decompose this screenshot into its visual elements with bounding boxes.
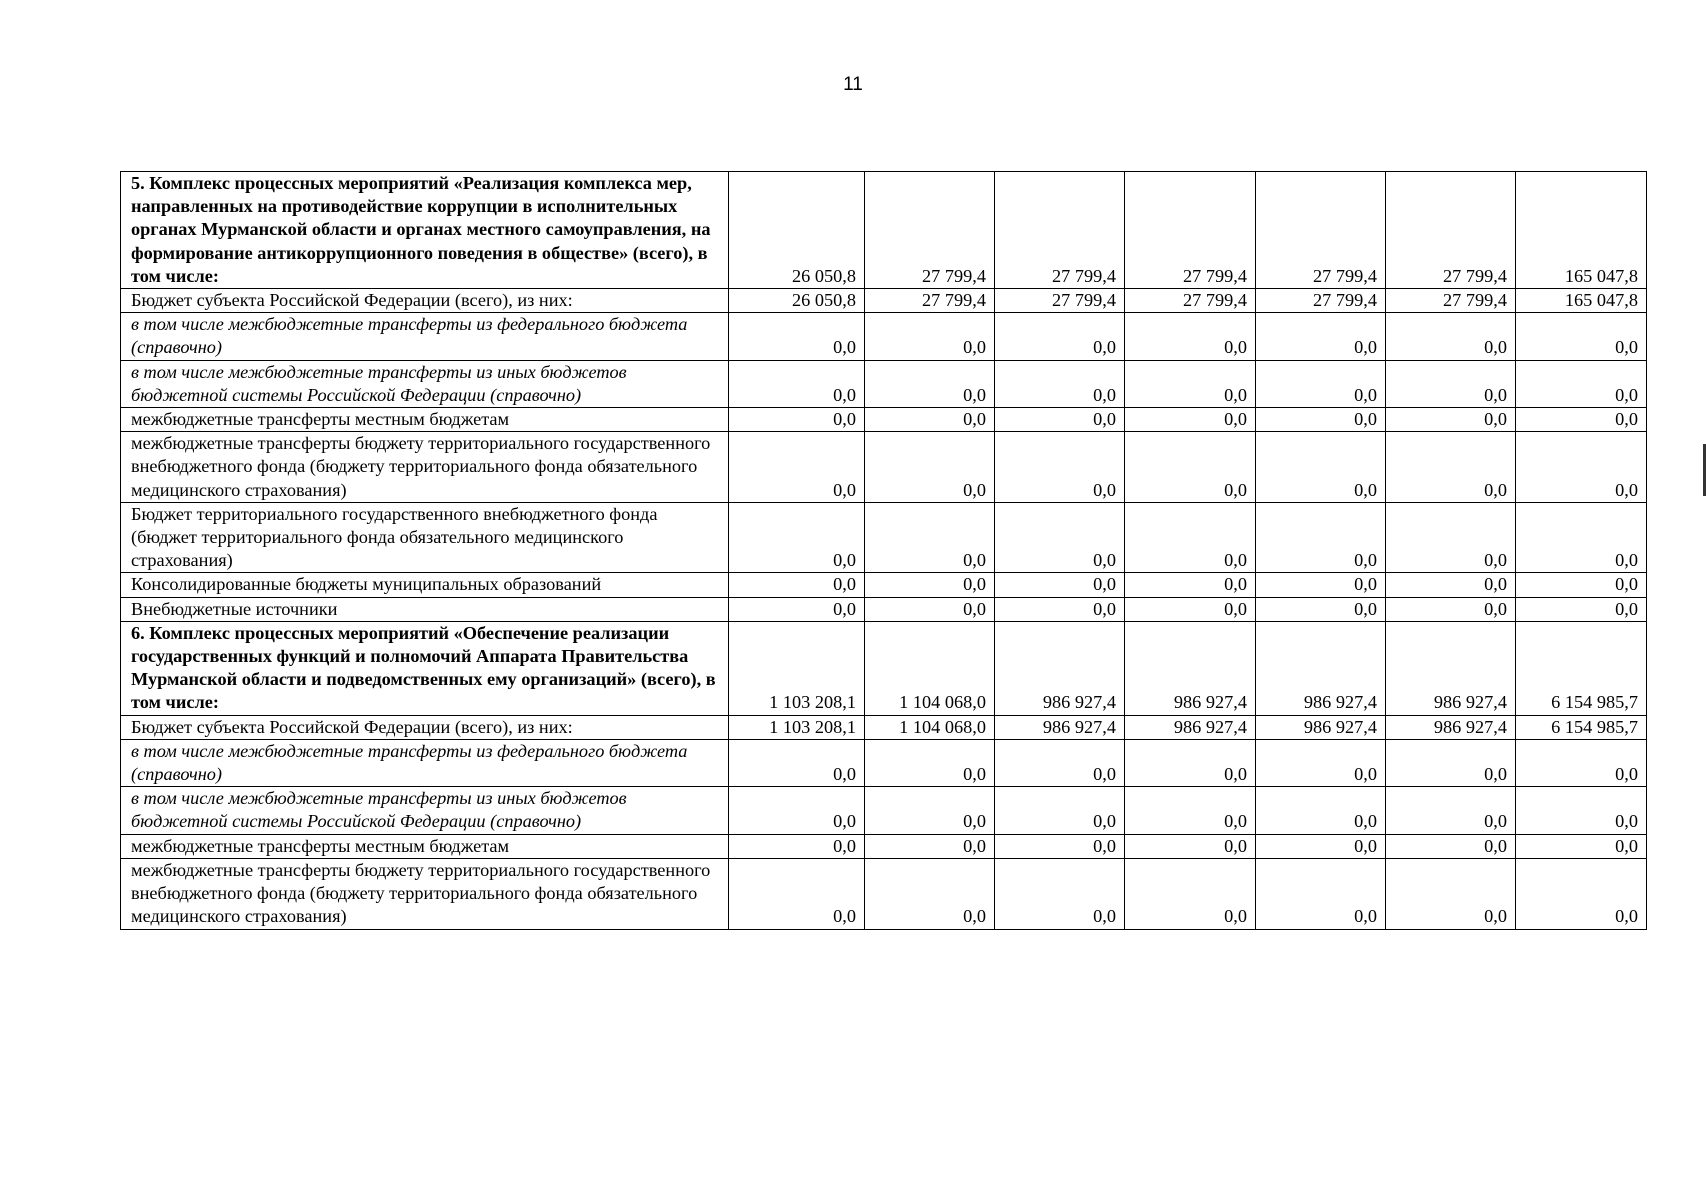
value-cell: 0,0 xyxy=(1125,787,1256,834)
value-cell: 0,0 xyxy=(729,360,865,407)
table-row xyxy=(121,360,1647,407)
value-cell: 27 799,4 xyxy=(865,289,995,313)
value-cell: 0,0 xyxy=(1256,432,1386,503)
value-cell: 0,0 xyxy=(1386,858,1516,929)
value-cell: 0,0 xyxy=(1125,858,1256,929)
value-cell: 0,0 xyxy=(995,573,1125,597)
value-cell: 0,0 xyxy=(865,739,995,786)
value-cell: 0,0 xyxy=(995,408,1125,432)
value-cell: 0,0 xyxy=(995,502,1125,573)
table-row xyxy=(121,432,1647,503)
value-cell: 986 927,4 xyxy=(995,621,1125,715)
table-row xyxy=(121,573,1647,597)
value-cell: 986 927,4 xyxy=(1125,621,1256,715)
value-cell: 0,0 xyxy=(1256,573,1386,597)
value-cell: 986 927,4 xyxy=(1386,715,1516,739)
value-cell: 0,0 xyxy=(865,858,995,929)
value-cell: 0,0 xyxy=(865,432,995,503)
value-cell: 0,0 xyxy=(995,360,1125,407)
value-cell: 0,0 xyxy=(1386,502,1516,573)
value-cell: 0,0 xyxy=(1125,408,1256,432)
value-cell: 1 103 208,1 xyxy=(729,715,865,739)
value-cell: 0,0 xyxy=(995,739,1125,786)
row-label: в том числе межбюджетные трансферты из иных бюджетов бюджетной системы Российской Федерации (справочно) xyxy=(121,360,729,407)
value-cell: 0,0 xyxy=(1256,408,1386,432)
table-row xyxy=(121,621,1647,715)
value-cell: 1 104 068,0 xyxy=(865,621,995,715)
budget-table xyxy=(120,171,1647,930)
value-cell: 0,0 xyxy=(865,360,995,407)
value-cell: 0,0 xyxy=(1516,787,1647,834)
table-row xyxy=(121,715,1647,739)
value-cell: 0,0 xyxy=(865,573,995,597)
value-cell: 0,0 xyxy=(1516,834,1647,858)
row-label: 6. Комплекс процессных мероприятий «Обеспечение реализации государственных функций и полномочий Аппарата Правительства Мурманской области и подведомственных ему организаций» (всего), в том числе: xyxy=(121,621,729,715)
value-cell: 986 927,4 xyxy=(995,715,1125,739)
value-cell: 0,0 xyxy=(1256,360,1386,407)
table-row xyxy=(121,858,1647,929)
value-cell: 0,0 xyxy=(1386,432,1516,503)
value-cell: 0,0 xyxy=(995,834,1125,858)
value-cell: 0,0 xyxy=(1256,313,1386,360)
row-label: Бюджет территориального государственного внебюджетного фонда (бюджет территориального фонда обязательного медицинского страхования) xyxy=(121,502,729,573)
value-cell: 165 047,8 xyxy=(1516,289,1647,313)
table-row xyxy=(121,739,1647,786)
value-cell: 27 799,4 xyxy=(865,172,995,289)
value-cell: 0,0 xyxy=(1125,313,1256,360)
value-cell: 0,0 xyxy=(1125,739,1256,786)
value-cell: 986 927,4 xyxy=(1386,621,1516,715)
value-cell: 0,0 xyxy=(1516,313,1647,360)
value-cell: 0,0 xyxy=(1386,739,1516,786)
value-cell: 0,0 xyxy=(729,408,865,432)
value-cell: 986 927,4 xyxy=(1256,715,1386,739)
value-cell: 0,0 xyxy=(729,858,865,929)
value-cell: 0,0 xyxy=(1516,432,1647,503)
table-row xyxy=(121,289,1647,313)
value-cell: 0,0 xyxy=(1125,502,1256,573)
value-cell: 0,0 xyxy=(1256,858,1386,929)
value-cell: 0,0 xyxy=(1386,313,1516,360)
row-label: межбюджетные трансферты бюджету территориального государственного внебюджетного фонда (бюджету территориального фонда обязательного медицинского страхования) xyxy=(121,432,729,503)
row-label: 5. Комплекс процессных мероприятий «Реализация комплекса мер, направленных на противодействие коррупции в исполнительных органах Мурманской области и органах местного самоуправления, на формирование антикоррупционного поведения в обществе» (всего), в том числе: xyxy=(121,172,729,289)
value-cell: 0,0 xyxy=(995,432,1125,503)
row-label: в том числе межбюджетные трансферты из федерального бюджета (справочно) xyxy=(121,739,729,786)
value-cell: 0,0 xyxy=(865,597,995,621)
value-cell: 0,0 xyxy=(1256,787,1386,834)
value-cell: 0,0 xyxy=(729,597,865,621)
value-cell: 0,0 xyxy=(729,573,865,597)
value-cell: 0,0 xyxy=(1516,408,1647,432)
value-cell: 1 103 208,1 xyxy=(729,621,865,715)
table-row xyxy=(121,172,1647,289)
row-label: Внебюджетные источники xyxy=(121,597,729,621)
table-row xyxy=(121,597,1647,621)
value-cell: 986 927,4 xyxy=(1256,621,1386,715)
value-cell: 0,0 xyxy=(729,313,865,360)
value-cell: 0,0 xyxy=(729,739,865,786)
value-cell: 0,0 xyxy=(865,787,995,834)
value-cell: 27 799,4 xyxy=(995,289,1125,313)
value-cell: 27 799,4 xyxy=(995,172,1125,289)
value-cell: 0,0 xyxy=(1256,597,1386,621)
row-label: Бюджет субъекта Российской Федерации (всего), из них: xyxy=(121,715,729,739)
row-label: в том числе межбюджетные трансферты из федерального бюджета (справочно) xyxy=(121,313,729,360)
value-cell: 0,0 xyxy=(865,834,995,858)
value-cell: 0,0 xyxy=(1516,597,1647,621)
value-cell: 0,0 xyxy=(1386,787,1516,834)
value-cell: 27 799,4 xyxy=(1386,289,1516,313)
row-label: Бюджет субъекта Российской Федерации (всего), из них: xyxy=(121,289,729,313)
value-cell: 0,0 xyxy=(1386,573,1516,597)
row-label: межбюджетные трансферты местным бюджетам xyxy=(121,408,729,432)
value-cell: 0,0 xyxy=(1516,360,1647,407)
table-row xyxy=(121,502,1647,573)
value-cell: 0,0 xyxy=(1516,573,1647,597)
value-cell: 0,0 xyxy=(729,432,865,503)
value-cell: 27 799,4 xyxy=(1256,172,1386,289)
value-cell: 0,0 xyxy=(865,502,995,573)
table-row xyxy=(121,834,1647,858)
table-row xyxy=(121,408,1647,432)
table-row xyxy=(121,313,1647,360)
value-cell: 0,0 xyxy=(995,597,1125,621)
value-cell: 0,0 xyxy=(995,787,1125,834)
value-cell: 6 154 985,7 xyxy=(1516,621,1647,715)
value-cell: 0,0 xyxy=(865,408,995,432)
value-cell: 0,0 xyxy=(729,834,865,858)
value-cell: 0,0 xyxy=(865,313,995,360)
value-cell: 0,0 xyxy=(1516,739,1647,786)
value-cell: 0,0 xyxy=(1386,597,1516,621)
value-cell: 0,0 xyxy=(1256,739,1386,786)
row-label: в том числе межбюджетные трансферты из иных бюджетов бюджетной системы Российской Федерации (справочно) xyxy=(121,787,729,834)
value-cell: 0,0 xyxy=(729,502,865,573)
value-cell: 0,0 xyxy=(1516,502,1647,573)
value-cell: 26 050,8 xyxy=(729,289,865,313)
table-row xyxy=(121,787,1647,834)
page-number: 11 xyxy=(843,74,863,95)
value-cell: 0,0 xyxy=(1125,573,1256,597)
table-body xyxy=(121,172,1647,930)
value-cell: 26 050,8 xyxy=(729,172,865,289)
value-cell: 27 799,4 xyxy=(1125,172,1256,289)
value-cell: 0,0 xyxy=(1516,858,1647,929)
value-cell: 0,0 xyxy=(1125,360,1256,407)
value-cell: 0,0 xyxy=(1125,834,1256,858)
value-cell: 0,0 xyxy=(1256,502,1386,573)
value-cell: 0,0 xyxy=(729,787,865,834)
value-cell: 6 154 985,7 xyxy=(1516,715,1647,739)
row-label: межбюджетные трансферты местным бюджетам xyxy=(121,834,729,858)
value-cell: 1 104 068,0 xyxy=(865,715,995,739)
value-cell: 0,0 xyxy=(995,858,1125,929)
value-cell: 27 799,4 xyxy=(1386,172,1516,289)
value-cell: 0,0 xyxy=(995,313,1125,360)
value-cell: 0,0 xyxy=(1386,360,1516,407)
value-cell: 0,0 xyxy=(1386,408,1516,432)
row-label: межбюджетные трансферты бюджету территориального государственного внебюджетного фонда (бюджету территориального фонда обязательного медицинского страхования) xyxy=(121,858,729,929)
value-cell: 27 799,4 xyxy=(1125,289,1256,313)
value-cell: 165 047,8 xyxy=(1516,172,1647,289)
value-cell: 986 927,4 xyxy=(1125,715,1256,739)
value-cell: 0,0 xyxy=(1386,834,1516,858)
row-label: Консолидированные бюджеты муниципальных образований xyxy=(121,573,729,597)
value-cell: 27 799,4 xyxy=(1256,289,1386,313)
value-cell: 0,0 xyxy=(1125,432,1256,503)
value-cell: 0,0 xyxy=(1256,834,1386,858)
value-cell: 0,0 xyxy=(1125,597,1256,621)
